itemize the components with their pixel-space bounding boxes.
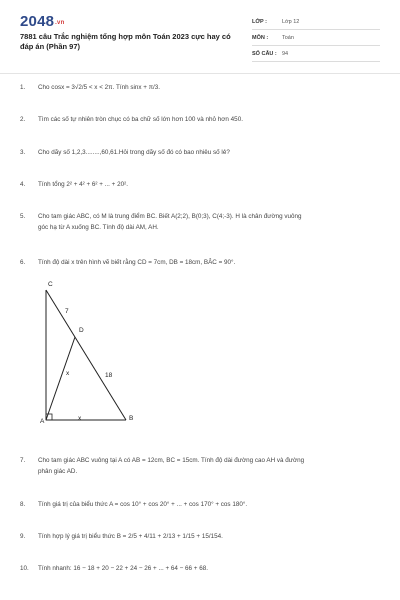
- meta-label: SỐ CÂU :: [252, 50, 277, 57]
- logo-main: 2048: [20, 13, 55, 30]
- question-text: phân giác AD.: [38, 468, 78, 475]
- question-8: [20, 499, 385, 510]
- question-text: Cho tam giác ABC, có M là trung điểm BC. Biết A(2;2), B(0;3), C(4;-3). H là chân đường vuông: [38, 213, 302, 220]
- triangle-diagram: [36, 278, 146, 433]
- question-3: [20, 147, 385, 158]
- question-number: 6.: [20, 259, 26, 266]
- meta-row-count: [252, 46, 380, 62]
- question-text: Tính hợp lý giá trị biểu thức B = 2/5 + 4/11 + 2/13 + 1/15 + 15/154.: [38, 533, 223, 540]
- label-eighteen: 18: [105, 372, 113, 379]
- label-b: B: [129, 415, 134, 422]
- question-number: 4.: [20, 181, 26, 188]
- logo-suffix: .vn: [55, 20, 65, 26]
- question-text: Cho dãy số 1,2,3........,60,61.Hỏi trong dãy số đó có bao nhiêu số lẻ?: [38, 149, 230, 156]
- question-text: Tính giá trị của biểu thức A = cos 10° + cos 20° + ... + cos 170° + cos 180°.: [38, 501, 248, 508]
- label-x-horizontal: x: [78, 415, 82, 422]
- label-a: A: [40, 418, 45, 425]
- meta-value: Lớp 12: [282, 18, 300, 25]
- label-c: C: [48, 281, 53, 288]
- question-2: [20, 114, 385, 125]
- meta-row-class: [252, 14, 380, 30]
- question-text: Tính độ dài x trên hình vẽ biết rằng CD = 7cm, DB = 18cm, BÂC = 90°.: [38, 259, 236, 266]
- question-5: [20, 211, 385, 233]
- meta-label: MÔN :: [252, 34, 269, 41]
- label-d: D: [79, 327, 84, 334]
- question-1: [20, 82, 385, 93]
- side-cb: [46, 290, 126, 420]
- header-divider: [0, 73, 400, 74]
- question-number: 10.: [20, 565, 29, 572]
- question-text: Cho tam giác ABC vuông tại A có AB = 12cm, BC = 15cm. Tính độ dài đường cao AH và đường: [38, 457, 305, 464]
- triangle-figure: [36, 278, 146, 433]
- question-number: 8.: [20, 501, 26, 508]
- site-logo[interactable]: [20, 13, 64, 30]
- question-10: [20, 563, 385, 574]
- question-9: [20, 531, 385, 542]
- page-title: 7881 câu Trắc nghiệm tổng hợp môn Toán 2023 cực hay có đáp án (Phần 97): [20, 32, 231, 51]
- question-number: 9.: [20, 533, 26, 540]
- meta-value: 94: [282, 50, 289, 57]
- question-number: 7.: [20, 457, 26, 464]
- question-number: 2.: [20, 116, 26, 123]
- meta-info: [252, 14, 380, 62]
- label-x-vertical: x: [66, 370, 70, 377]
- question-number: 5.: [20, 213, 26, 220]
- question-text: góc hạ từ A xuống BC. Tính độ dài AM, AH.: [38, 224, 159, 231]
- question-7: [20, 455, 385, 477]
- question-number: 1.: [20, 84, 26, 91]
- segment-ad: [46, 337, 75, 420]
- meta-row-subject: [252, 30, 380, 46]
- meta-value: Toán: [282, 34, 294, 41]
- question-4: [20, 179, 385, 190]
- question-text: Tìm các số tự nhiên tròn chục có ba chữ số lớn hơn 100 và nhỏ hơn 450.: [38, 116, 243, 123]
- label-seven: 7: [65, 308, 69, 315]
- page-header: [0, 0, 400, 72]
- question-6: [20, 257, 385, 268]
- meta-label: LỚP :: [252, 18, 267, 25]
- question-text: Tính tổng 2² + 4² + 6² + ... + 20².: [38, 181, 128, 188]
- question-number: 3.: [20, 149, 26, 156]
- question-text: Cho cosx = 3√2/5 < x < 2π. Tính sinx + π/3.: [38, 84, 161, 91]
- question-text: Tính nhanh: 16 − 18 + 20 − 22 + 24 − 26 + ... + 64 − 66 + 68.: [38, 565, 208, 572]
